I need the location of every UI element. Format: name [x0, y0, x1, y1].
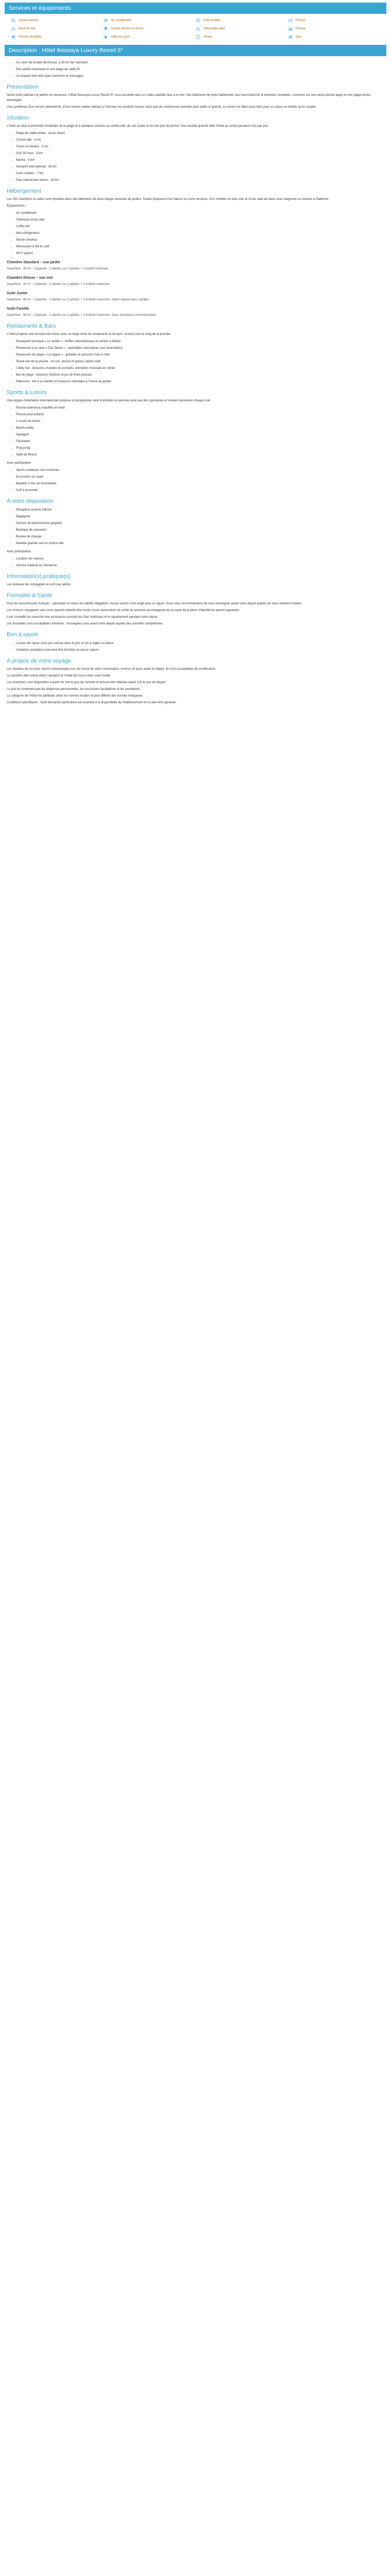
list-item: • Navette gratuite vers le centre-ville [16, 541, 384, 546]
list-item: • Lobby bar : boissons chaudes et cocktails, animation musicale en soirée [16, 366, 384, 371]
list-item: • Parc naturel des dunes : 15 km [16, 178, 384, 183]
amenity-item [103, 18, 196, 23]
section-block [7, 187, 384, 318]
section-list [7, 507, 384, 546]
page [5, 0, 386, 712]
list-item: • Aéroport international : 26 km [16, 164, 384, 170]
amenity-label: Piscine [296, 27, 306, 30]
section-list [7, 405, 384, 457]
extra-list [7, 556, 384, 568]
list-item: • Ping-pong [16, 446, 384, 451]
extra-heading: Avec participation : [7, 550, 33, 553]
list-item: • Nécessaire à thé et café [16, 244, 384, 249]
amenity-label: Spa [296, 36, 301, 39]
highlight-item: • Au cœur de la baie de Kerzaz, à 26 km de l’aéroport [16, 60, 384, 65]
amenity-label: Salle de sport [111, 36, 130, 39]
list-item: • Boutique de souvenirs [16, 528, 384, 533]
list-item: • Coffre-fort [16, 224, 384, 229]
section-block [7, 631, 384, 653]
list-item: • Golf 18 trous : 9 km [16, 151, 384, 156]
heart-icon: ♥ [104, 27, 108, 31]
pool-icon: ◒ [288, 27, 292, 31]
list-item: • Restaurant de plage « La Vague » : grillades et poissons frais à midi [16, 352, 384, 358]
list-item: • Fléchettes [16, 439, 384, 444]
section-paragraph: L’hôtel se situe à proximité immédiate de la plage et à quelques minutes du centre-ville, de ses souks et de son port de pêche. Une navette gratuite relie l’hôtel au centre plusieurs fois par jour. [7, 125, 269, 128]
list-item: • Piscine extérieure chauffée en hiver [16, 405, 384, 411]
sport-icon: ◆ [103, 35, 108, 40]
section-list [7, 339, 384, 384]
amenity-item [11, 26, 103, 31]
section-block [7, 388, 384, 493]
list-item: • Excursions en quad [16, 474, 384, 480]
section-paragraph: Les animaux de compagnie ne sont pas admis. [7, 583, 72, 586]
section-block [7, 114, 384, 183]
amenity-item [103, 35, 196, 40]
section-list [7, 131, 384, 183]
list-item: • Service de blanchisserie (payant) [16, 521, 384, 526]
list-item: • Pâtisserie : thé à la menthe et douceurs orientales à l’heure du goûter [16, 379, 384, 384]
section-block [7, 591, 384, 626]
section-paragraph: Équipements : [7, 205, 27, 208]
amenity-label: Tennis [203, 36, 213, 39]
section-paragraph: Le prix ne comprend pas les dépenses personnelles, les excursions facultatives et les pourboires. [7, 688, 141, 691]
description-header: Description : Hôtel Ikessaya Luxury Resort 5* [5, 45, 386, 56]
room-name: Chambre Deluxe – vue mer [7, 276, 53, 280]
amenity-label: Hôtel plain-pied [203, 27, 225, 30]
section-paragraph: Conditions spécifiques : toute demande particulière est soumise à la disponibilité de l’établissement et ne peut être garantie. [7, 701, 177, 704]
section-paragraph: Les horaires de vol vous seront communiqués lors de l’envoi de votre convocation, environ 10 jours avant le départ. Ils sont susceptibles de modification. [7, 668, 216, 671]
amenity-label: Club enfants [203, 19, 221, 22]
section-paragraph: Les 142 chambres et suites sont réparties dans des bâtiments de deux étages entourés de jardins. Toutes disposent d’un balcon ou d’une terrasse, d’un mobilier en bois clair et d’une salle de bains avec baignoire ou douche à l’italienne. [7, 198, 330, 201]
section-paragraph: Vous profiterez d’un service attentionné, d’une cuisine variée mettant à l’honneur les produits locaux, ainsi que de nombreuses activités pour petits et grands. Le resort est idéal aussi bien pour un séjour en famille qu’en couple. [7, 106, 317, 109]
amenity-item [103, 26, 196, 31]
section-title: A propos de votre voyage [7, 658, 71, 664]
section-paragraph: Une équipe d’animation internationale propose un programme varié d’activités en journée ainsi que des spectacles et soirées dansantes chaque soir. [7, 399, 211, 402]
amenity-label: Centre remise en forme [111, 27, 144, 30]
section-title: Formalité & Santé [7, 592, 53, 599]
room-details: Superficie : 28 m² – Capacité : 2 adultes ou 2 adultes + 1 enfant maximum [7, 267, 109, 270]
list-item: • Aquagym [16, 432, 384, 437]
list-item: • Golf à proximité [16, 488, 384, 493]
list-item: • Restaurant principal « Le Jardin » : buffets internationaux et soirées à thème [16, 339, 384, 344]
highlight-item: • Des jardins luxuriants et une plage de sable fin [16, 67, 384, 72]
list-item: • Mini-réfrigérateur [16, 231, 384, 236]
list-item: • Bar de plage : boissons fraîches et jus de fruits pressés [16, 372, 384, 378]
section-title: Information(s) pratique(s) [7, 573, 71, 580]
amenity-item [11, 18, 103, 23]
list-item: • Certaines prestations peuvent être fermées en basse saison. [16, 648, 384, 653]
section-list [7, 211, 384, 256]
description-content [5, 56, 386, 705]
list-item: • Télévision écran plat [16, 217, 384, 223]
list-item: • Sports nautiques non motorisés [16, 468, 384, 473]
amenity-item [11, 35, 103, 40]
list-item: • Marina : 6 km [16, 158, 384, 163]
list-item: • Bureau de change [16, 534, 384, 539]
section-paragraph: Les formalités sont susceptibles d’évoluer : renseignez-vous avant votre départ auprès des autorités compétentes. [7, 622, 164, 625]
amenity-label: Piscine chauffée [19, 36, 41, 39]
list-item: • Snack-bar de la piscine : en-cas, pizzas et glaces l’après-midi [16, 359, 384, 364]
list-item: • Centre-ville : 4 km [16, 138, 384, 143]
section-title: Bon à savoir [7, 632, 39, 638]
amenity-label: Fitness [296, 19, 306, 22]
tennis-icon: ◯ [196, 35, 200, 39]
list-item: • Souks et médina : 5 km [16, 144, 384, 149]
wave-icon: ≈ [11, 26, 16, 31]
list-item: • Balades à dos de dromadaire [16, 481, 384, 486]
section-title: Présentation [7, 84, 39, 90]
list-item: • Sèche-cheveux [16, 238, 384, 243]
section-paragraph: Les mineurs voyageant sans leurs parents doivent être munis d’une autorisation de sortie du territoire accompagnée de la copie de la pièce d’identité du parent signataire. [7, 609, 240, 612]
section-title: Hébergement [7, 188, 41, 194]
section-block [7, 497, 384, 568]
room-name: Suite Famille [7, 307, 29, 311]
list-item: • Service médical sur demande [16, 563, 384, 568]
highlight-item: • Un espace bien-être avec hammam et massages [16, 74, 384, 79]
list-item: • Beach-volley [16, 426, 384, 431]
section-paragraph: Pour les ressortissants français : passeport en cours de validité obligatoire. Aucun vaccin n’est exigé pour ce séjour. Nous vous recommandons de vous renseigner avant votre départ auprès de votre médecin traitant. [7, 602, 302, 605]
room-name: Suite Junior [7, 292, 28, 295]
section-paragraph: La catégorie de l’hôtel est attribuée selon les normes locales et peut différer des normes françaises. [7, 694, 143, 698]
section-paragraph: Niché entre palmiers et jardins en terrasses, l’Hôtel Ikessaya Luxury Resort 5* vous accueille dans un cadre paisible face à la mer. Ses bâtiments de style traditionnel, aux murs blanchis et boiseries sculptées, s’ouvrent sur une vaste piscine lagon et une plage privée aménagée. [7, 94, 371, 102]
amenity-label: Accès internet [19, 19, 39, 22]
list-item: • Air conditionné [16, 211, 384, 216]
extra-heading: Avec participation : [7, 462, 33, 465]
list-item: • La taxe de séjour n’est pas incluse dans le prix et est à régler sur place. [16, 641, 384, 646]
list-item: • Wi-Fi gratuit [16, 251, 384, 256]
amenity-item [288, 26, 380, 31]
section-title: À votre disposition [7, 498, 53, 504]
section-title: Situation [7, 115, 29, 121]
amenities-header: Services et équipements [5, 3, 386, 14]
amenity-label: Air conditionné [111, 19, 132, 22]
amenity-item [196, 26, 288, 31]
pool-heated-icon: ◓ [11, 35, 15, 39]
wifi-icon: ≋ [11, 18, 16, 23]
section-block [7, 572, 384, 587]
section-paragraph: Les chambres sont disponibles à partir de 14h le jour de l’arrivée et doivent être libérées avant 12h le jour du départ. [7, 681, 166, 684]
amenity-item [196, 35, 288, 40]
amenity-item [288, 35, 380, 40]
section-paragraph: Il est conseillé de souscrire une assurance couvrant les frais médicaux et le rapatriement pendant votre séjour. [7, 616, 158, 619]
dumbbell-icon: ⊶ [288, 19, 292, 23]
snowflake-icon: ✻ [103, 18, 108, 23]
amenity-item [288, 18, 380, 23]
highlights-list [7, 60, 384, 79]
room-details: Superficie : 34 m² – Capacité : 3 adultes ou 2 adultes + 2 enfants maximum [7, 283, 110, 286]
section-paragraph: Le transfert aller-retour entre l’aéroport et l’hôtel est inclus dans votre forfait. [7, 674, 111, 677]
amenity-item [196, 18, 288, 23]
room-details: Superficie : 58 m² – Capacité : 4 adultes ou 2 adultes + 3 enfants maximum. Deux chambres communicantes. [7, 314, 157, 317]
list-item: • Plage de sable privée : accès direct [16, 131, 384, 136]
list-item: • Restaurant à la carte « Dar Zitoun » : spécialités marocaines (sur réservation) [16, 346, 384, 351]
section-block [7, 322, 384, 384]
room-details: Superficie : 46 m² – Capacité : 3 adultes ou 2 adultes + 2 enfants maximum. Salon séparé avec canapé. [7, 298, 150, 301]
section-paragraph: L’hôtel propose une formule tout inclus avec un large choix de restaurants et de bars, ouverts tout au long de la journée. [7, 333, 171, 336]
list-item: • Réception ouverte 24h/24 [16, 507, 384, 513]
list-item: • Gare routière : 7 km [16, 171, 384, 176]
section-title: Sports & Loisirs [7, 389, 47, 396]
sections [7, 83, 384, 705]
extra-list [7, 468, 384, 493]
child-icon: ☺ [196, 19, 200, 23]
section-list [7, 641, 384, 653]
list-item: • Location de voitures [16, 556, 384, 562]
amenity-label: Bord de mer [19, 27, 36, 30]
list-item: • Bagagerie [16, 514, 384, 519]
list-item: • Salle de fitness [16, 452, 384, 457]
amenities-grid [5, 14, 386, 45]
list-item: • Piscine pour enfants [16, 412, 384, 417]
section-block [7, 83, 384, 110]
list-item: • 2 courts de tennis [16, 419, 384, 424]
room-name: Chambre Standard – vue jardin [7, 261, 60, 264]
house-icon: ⌂ [196, 26, 201, 31]
spa-icon: ✿ [288, 35, 293, 40]
section-title: Restaurants & Bars [7, 323, 56, 329]
section-block [7, 657, 384, 705]
